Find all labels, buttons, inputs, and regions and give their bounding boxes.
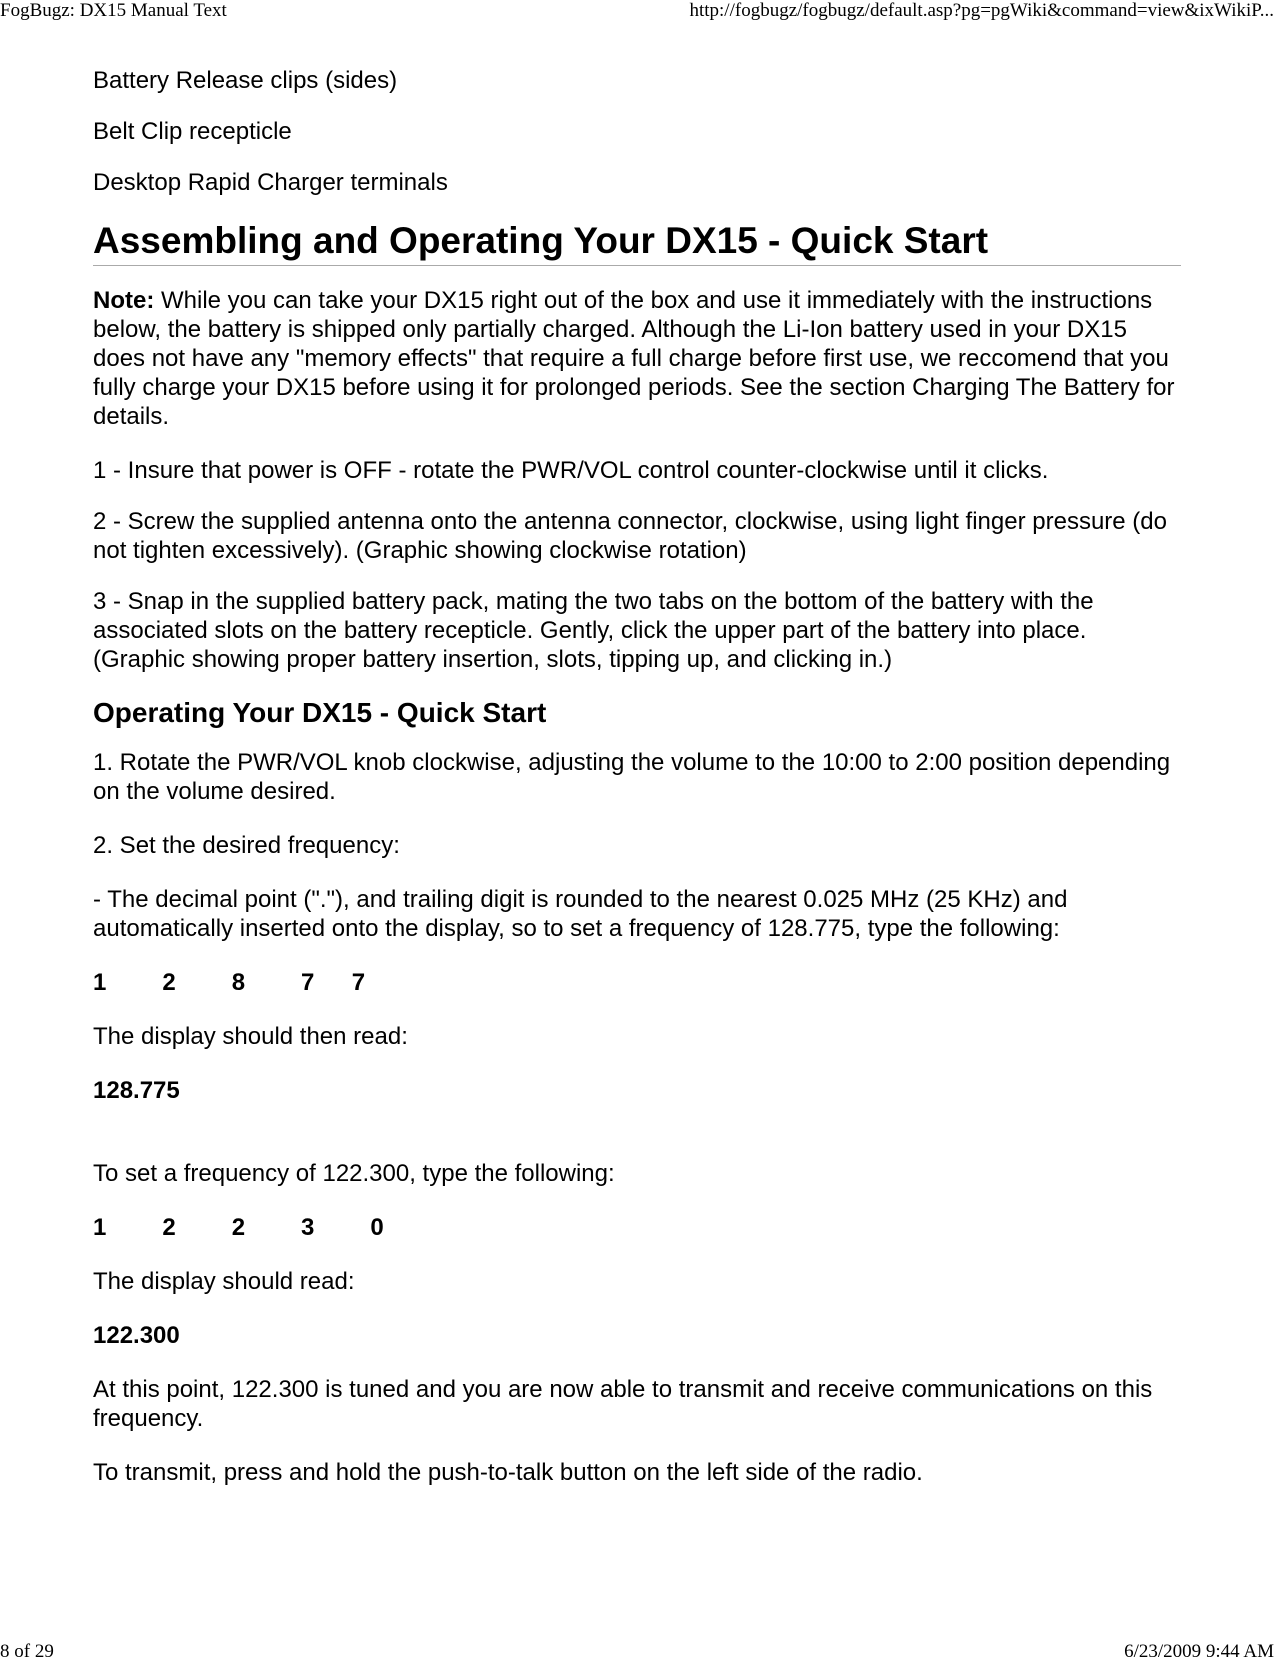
step-1: 1 - Insure that power is OFF - rotate the PWR/VOL control counter-clockwise until it clicks. [93,457,1049,484]
section-heading: Assembling and Operating Your DX15 - Quick Start [93,219,1181,266]
footer-page-number: 8 of 29 [0,1641,54,1662]
list-item: Battery Release clips (sides) [93,67,398,94]
display-value-1: 128.775 [93,1077,180,1104]
decimal-note: - The decimal point ("."), and trailing digit is rounded to the nearest 0.025 MHz (25 KHz) and automatically inserted onto the display, so to set a frequency of 128.775, type the following: [93,886,1068,942]
list-item: Belt Clip recepticle [93,118,292,145]
step-3: 3 - Snap in the supplied battery pack, mating the two tabs on the bottom of the battery with the associated slots on the battery recepticle. Gently, click the upper part of the battery into place. (Graphic showing proper battery insertion, slots, tipping up, and clicking in.) [93,588,1094,673]
key-sequence-1: 1 2 8 7 7 [93,969,366,996]
operate-step-1: 1. Rotate the PWR/VOL knob clockwise, adjusting the volume to the 10:00 to 2:00 position depending on the volume desired. [93,749,1171,805]
document-body [93,66,1181,1512]
note-paragraph [93,286,1181,431]
tuned-paragraph: At this point, 122.300 is tuned and you are now able to transmit and receive communications on this frequency. [93,1376,1153,1432]
note-text: While you can take your DX15 right out of the box and use it immediately with the instructions below, the battery is shipped only partially charged. Although the Li-Ion battery used in your DX15 does not have any "memory effects" that require a full charge before first use, we reccomend that you fully charge your DX15 before using it for prolonged periods. See the section Charging The Battery for details. [93,287,1175,430]
display-value-2: 122.300 [93,1322,180,1349]
footer-datetime: 6/23/2009 9:44 AM [1124,1641,1274,1662]
display-instruction-1: The display should then read: [93,1023,408,1050]
subsection-heading: Operating Your DX15 - Quick Start [93,697,547,728]
operate-step-2: 2. Set the desired frequency: [93,832,400,859]
step-2: 2 - Screw the supplied antenna onto the antenna connector, clockwise, using light finger pressure (do not tighten excessively). (Graphic showing clockwise rotation) [93,508,1167,564]
header-url: http://fogbugz/fogbugz/default.asp?pg=pgWiki&command=view&ixWikiP... [689,0,1274,21]
note-label: Note: [93,287,155,314]
list-item: Desktop Rapid Charger terminals [93,169,448,196]
set-frequency-2: To set a frequency of 122.300, type the following: [93,1160,615,1187]
header-page-title: FogBugz: DX15 Manual Text [0,0,227,21]
transmit-paragraph: To transmit, press and hold the push-to-talk button on the left side of the radio. [93,1459,923,1486]
key-sequence-2: 1 2 2 3 0 [93,1214,384,1241]
display-instruction-2: The display should read: [93,1268,355,1295]
